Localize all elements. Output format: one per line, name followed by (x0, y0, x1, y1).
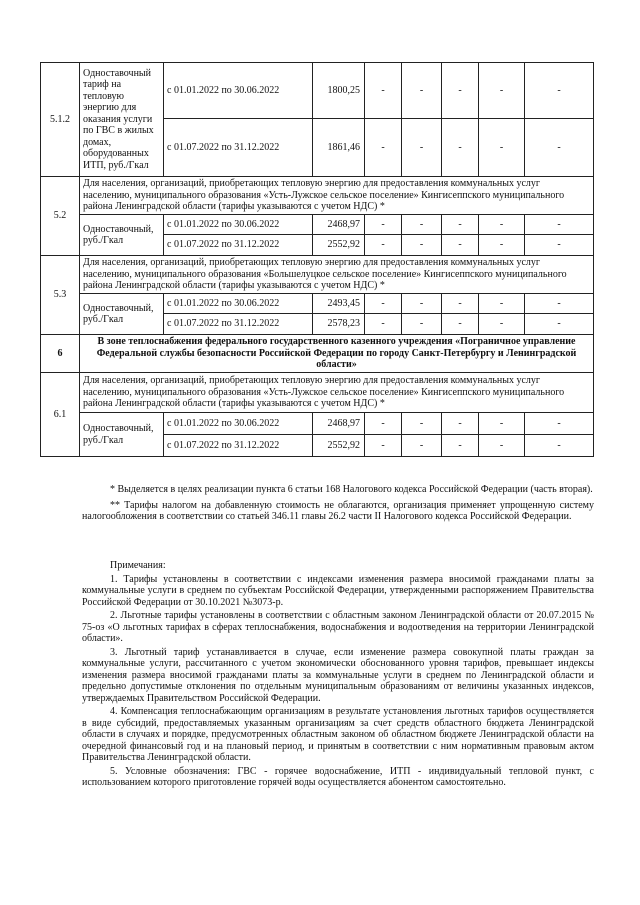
tariff-value: 2468,97 (313, 413, 365, 435)
empty-cell: - (365, 215, 402, 235)
empty-cell: - (365, 435, 402, 457)
footnote-no-vat: ** Тарифы налогом на добавленную стоимость не облагаются, организация применяет упрощенную систему налогообложения в соответствии со статьей 346.11 главы 26.2 части II Налогового кодекса Российской Федерации. (82, 499, 594, 522)
remarks (82, 560, 594, 789)
empty-cell: - (402, 63, 442, 119)
footnotes (82, 484, 594, 523)
remark-3: 3. Льготный тариф устанавливается в случае, если изменение размера совокупной платы граждан за коммунальные услуги, рассчитанного с учетом экономически обоснованного уровня тарифов, превышает индексы изменения размера вносимой гражданами платы за коммунальные услуги в среднем по Ленинградской области и предельно допустимые отклонения по отдельным муниципальным образованиям от величины указанных индексов, утверждаемых Правительством Российской Федерации. (82, 646, 594, 704)
empty-cell: - (479, 63, 525, 119)
table-row (41, 335, 594, 373)
period: с 01.07.2022 по 31.12.2022 (164, 435, 313, 457)
remarks-title: Примечания: (110, 560, 166, 571)
period: с 01.01.2022 по 30.06.2022 (164, 63, 313, 119)
empty-cell: - (402, 215, 442, 235)
empty-cell: - (525, 314, 594, 335)
table-row (41, 63, 594, 119)
empty-cell: - (479, 294, 525, 314)
table-row (41, 256, 594, 294)
empty-cell: - (525, 435, 594, 457)
remark-1: 1. Тарифы установлены в соответствии с индексами изменения размера вносимой гражданами платы за коммунальные услуги в среднем по субъектам Российской Федерации, утвержденными распоряжением Правительства Российской Федерации от 30.10.2021 №3073-р. (82, 573, 594, 608)
tariff-description: Одноставочный тариф на тепловую энергию для оказания услуги по ГВС в жилых домах, оборудованных ИТП, руб./Гкал (80, 63, 164, 177)
empty-cell: - (479, 413, 525, 435)
tariff-value: 2493,45 (313, 294, 365, 314)
tariff-value: 1800,25 (313, 63, 365, 119)
tariff-value: 2552,92 (313, 435, 365, 457)
empty-cell: - (525, 63, 594, 119)
empty-cell: - (479, 435, 525, 457)
empty-cell: - (442, 235, 479, 256)
tariff-value: 2552,92 (313, 235, 365, 256)
zone-heading: В зоне теплоснабжения федерального государственного казенного учреждения «Пограничное управление Федеральной службы безопасности Российской Федерации по городу Санкт-Петербургу и Ленинградской области» (80, 335, 594, 373)
empty-cell: - (479, 314, 525, 335)
empty-cell: - (402, 413, 442, 435)
table-row (41, 215, 594, 235)
empty-cell: - (402, 235, 442, 256)
table-row (41, 373, 594, 413)
period: с 01.07.2022 по 31.12.2022 (164, 235, 313, 256)
row-number: 5.2 (41, 177, 80, 256)
empty-cell: - (479, 215, 525, 235)
empty-cell: - (525, 413, 594, 435)
empty-cell: - (442, 435, 479, 457)
footnote-vat: * Выделяется в целях реализации пункта 6 статьи 168 Налогового кодекса Российской Федерации (часть вторая). (110, 484, 593, 495)
row-number: 5.3 (41, 256, 80, 335)
tariff-description: Одноставочный, руб./Гкал (80, 294, 164, 335)
empty-cell: - (402, 314, 442, 335)
table-row (41, 413, 594, 435)
empty-cell: - (402, 294, 442, 314)
tariff-table (40, 62, 594, 457)
row-number: 5.1.2 (41, 63, 80, 177)
empty-cell: - (365, 235, 402, 256)
remark-5: 5. Условные обозначения: ГВС - горячее водоснабжение, ИТП - индивидуальный тепловой пункт, с использованием которого приготовление горячей воды осуществляется абонентом самостоятельно. (82, 765, 594, 788)
empty-cell: - (525, 119, 594, 177)
consumer-group-text: Для населения, организаций, приобретающих тепловую энергию для предоставления коммунальных услуг населению, муниципального образования «Усть-Лужское сельское поселение» Кингисеппского муниципального района Ленинградской области (тарифы указываются с учетом НДС) * (80, 177, 594, 215)
period: с 01.01.2022 по 30.06.2022 (164, 215, 313, 235)
empty-cell: - (479, 119, 525, 177)
consumer-group-text: Для населения, организаций, приобретающих тепловую энергию для предоставления коммунальных услуг населению, муниципального образования «Большелуцкое сельское поселение» Кингисеппского муниципального района Ленинградской области (тарифы указываются с учетом НДС) * (80, 256, 594, 294)
empty-cell: - (442, 119, 479, 177)
empty-cell: - (525, 294, 594, 314)
tariff-description: Одноставочный, руб./Гкал (80, 413, 164, 457)
period: с 01.07.2022 по 31.12.2022 (164, 119, 313, 177)
empty-cell: - (365, 119, 402, 177)
empty-cell: - (479, 235, 525, 256)
empty-cell: - (402, 435, 442, 457)
remark-4: 4. Компенсация теплоснабжающим организациям в результате установления льготных тарифов осуществляется в виде субсидий, предоставляемых указанным организациям за счет средств областного бюджета Ленинградской области в случаях и порядке, предусмотренных областным законом об областном бюджете Ленинградской области на очередной финансовый год и на плановый период, и принятым в соответствии с ним нормативным правовым актом Правительства Ленинградской области. (82, 706, 594, 763)
empty-cell: - (365, 314, 402, 335)
empty-cell: - (442, 314, 479, 335)
empty-cell: - (442, 413, 479, 435)
empty-cell: - (365, 413, 402, 435)
empty-cell: - (525, 235, 594, 256)
empty-cell: - (365, 294, 402, 314)
remark-2: 2. Льготные тарифы установлены в соответствии с областным законом Ленинградской области от 20.07.2015 № 75-оз «О льготных тарифах в сферах теплоснабжения, водоснабжения и водоотведения на территории Ленинградской области». (82, 610, 594, 644)
period: с 01.01.2022 по 30.06.2022 (164, 294, 313, 314)
empty-cell: - (442, 294, 479, 314)
consumer-group-text: Для населения, организаций, приобретающих тепловую энергию для предоставления коммунальных услуг населению, муниципального образования «Усть-Лужское сельское поселение» Кингисеппского муниципального района Ленинградской области (тарифы указываются с учетом НДС) * (80, 373, 594, 413)
empty-cell: - (442, 63, 479, 119)
row-number: 6.1 (41, 373, 80, 457)
table-row (41, 294, 594, 314)
period: с 01.01.2022 по 30.06.2022 (164, 413, 313, 435)
tariff-value: 2578,23 (313, 314, 365, 335)
table-row (41, 177, 594, 215)
empty-cell: - (525, 215, 594, 235)
empty-cell: - (402, 119, 442, 177)
empty-cell: - (442, 215, 479, 235)
tariff-value: 2468,97 (313, 215, 365, 235)
period: с 01.07.2022 по 31.12.2022 (164, 314, 313, 335)
empty-cell: - (365, 63, 402, 119)
tariff-description: Одноставочный, руб./Гкал (80, 215, 164, 256)
tariff-value: 1861,46 (313, 119, 365, 177)
row-number: 6 (41, 335, 80, 373)
